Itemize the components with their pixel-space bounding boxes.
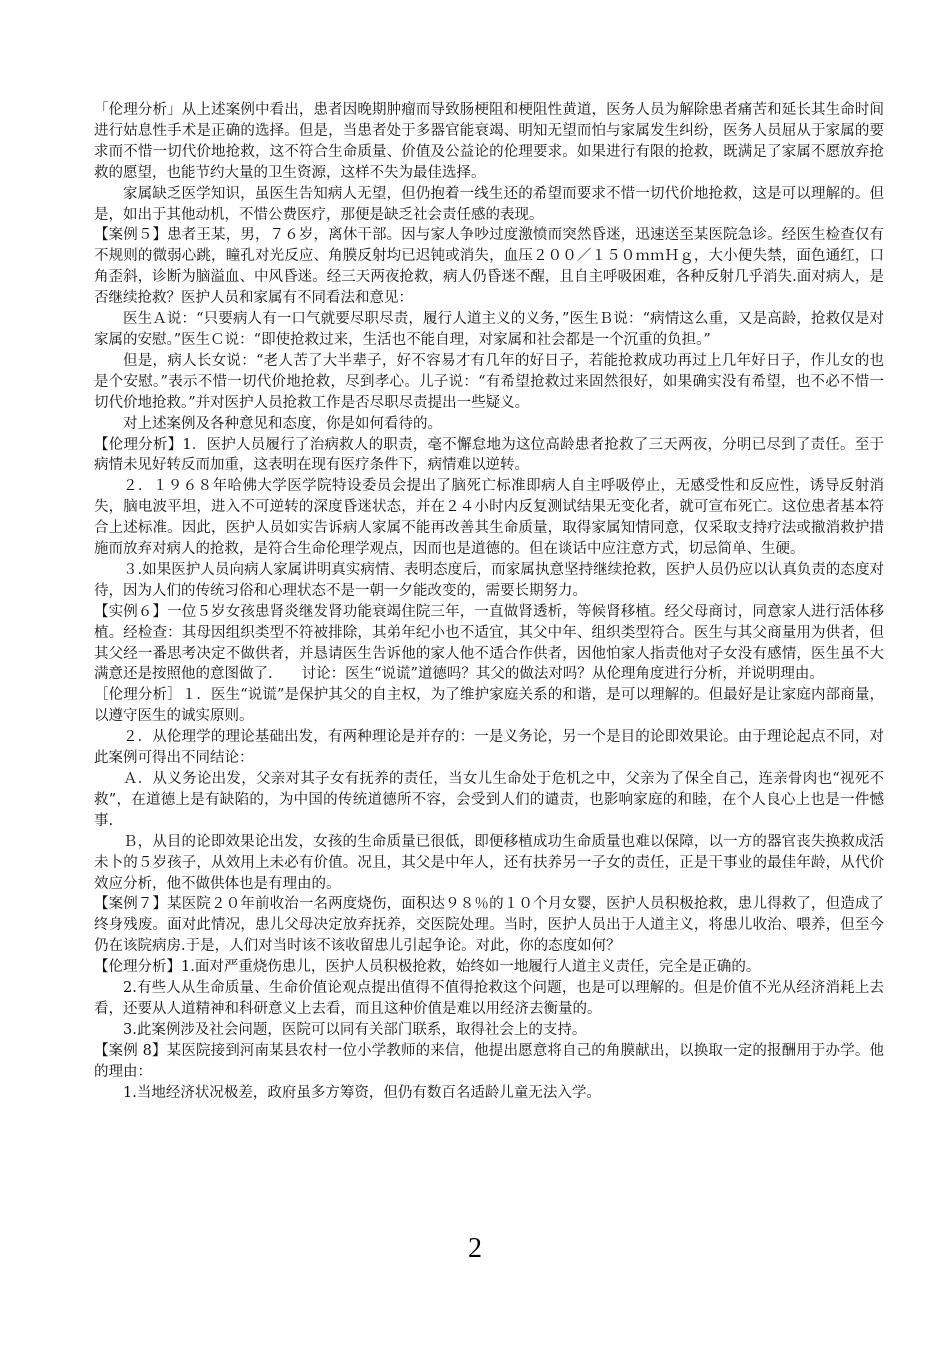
document-body bbox=[94, 100, 884, 1104]
paragraph: 「伦理分析」从上述案例中看出，患者因晚期肿瘤而导致肠梗阻和梗阻性黄道，医务人员为解除患者痛苦和延长其生命时间进行姑息性手术是正确的选择。但是，当患者处于多器官能衰竭、明知无望而怕与家属发生纠纷，医务人员屈从于家属的要求而不惜一切代价地抢救，这不符合生命质量、价值及公益论的伦理要求。如果进行有限的抢救，既满足了家属不愿放弃抢救的愿望，也能节约大量的卫生资源，这样不失为最佳选择。 bbox=[94, 102, 884, 181]
paragraph: Ｂ，从目的论即效果论出发，女孩的生命质量已很低，即便移植成功生命质量也难以保障，以一方的器官丧失换救成活未卜的５岁孩子，从效用上未必有价值。况且，其父是中年人，还有扶养另一子女的责任，正是干事业的最佳年龄，从代价效应分析，他不做供体也是有理由的。 bbox=[94, 833, 884, 892]
case-heading-paragraph: 【实例６】一位５岁女孩患肾炎继发肾功能衰竭住院三年，一直做肾透析，等候肾移植。经父母商讨，同意家人进行活体移植。经检查：其母因组织类型不符被排除，其弟年纪小也不适宜，其父中年、组织类型符合。医生与其父商量用为供者，但其父经一番思考决定不做供者，并恳请医生告诉他的家人他不适合作供者，因他怕家人指责他对子女没有感情，医生虽不大满意还是按照他的意图做了. 讨论：医生“说谎”道德吗？其父的做法对吗？从伦理角度进行分析，并说明理由。 bbox=[94, 603, 884, 683]
paragraph: Ａ．从义务论出发，父亲对其子女有抚养的责任，当女儿生命处于危机之中，父亲为了保全自己，连亲骨肉也“视死不救”，在道德上是有缺陷的，为中国的传统道德所不容，会受到人们的谴责，也影响家庭的和睦，在个人良心上也是一件憾事. bbox=[94, 771, 884, 829]
paragraph: 医生Ａ说：“只要病人有一口气就要尽职尽责，履行人道主义的义务，”医生Ｂ说：“病情这么重，又是高龄，抢救仅是对家属的安慰。”医生Ｃ说：“即使抢救过来，生活也不能自理，对家属和社会都是一个沉重的负担。” bbox=[94, 311, 884, 348]
paragraph: ３.如果医护人员向病人家属讲明真实病情、表明态度后，而家属执意坚持继续抢救，医护人员仍应以认真负责的态度对待，因为人们的传统习俗和心理状态不是一朝一夕能改变的，需要长期努力。 bbox=[94, 561, 884, 599]
case-heading-paragraph: 【案例７】某医院２０年前收治一名两度烧伤，面积达９８％的１０个月女婴，医护人员积极抢救，患儿得救了，但造成了终身残废。面对此情况，患儿父母决定放弃抚养，交医院处理。当时，医护人员出于人道主义，将患儿收治、喂养，但至今仍在该院病房.于是，人们对当时该不该收留患儿引起争论。对此，你的态度如何？ bbox=[94, 896, 884, 955]
paragraph: 对上述案例及各种意见和态度，你是如何看待的。 bbox=[123, 415, 442, 432]
paragraph: 3.此案例涉及社会问题，医院可以同有关部门联系，取得社会上的支持。 bbox=[123, 1021, 587, 1038]
page-number: 2 bbox=[468, 1233, 482, 1264]
paragraph: 1.当地经济状况极差，政府虽多方筹资，但仍有数百名适龄儿童无法入学。 bbox=[123, 1084, 601, 1101]
analysis-heading-paragraph: 【伦理分析】1.面对严重烧伤患儿，医护人员积极抢救，始终如一地履行人道主义责任，完全是正确的。 bbox=[94, 959, 761, 976]
analysis-heading-paragraph: ［伦理分析］１．医生“说谎”是保护其父的自主权，为了维护家庭关系的和谐，是可以理解的。但最好是让家庭内部商量，以遵守医生的诚实原则。 bbox=[94, 687, 884, 725]
paragraph: 2.有些人从生命质量、生命价值论观点提出值得不值得抢救这个问题，也是可以理解的。但是价值不光从经济消耗上去看，还要从人道精神和科研意义上去看，而且这种价值是难以用经济去衡量的。 bbox=[94, 980, 884, 1017]
case-heading-paragraph: 【案例 8】某医院接到河南某县农村一位小学教师的来信，他提出愿意将自己的角膜献出，以换取一定的报酬用于办学。他的理由： bbox=[94, 1042, 884, 1080]
paragraph: 家属缺乏医学知识，虽医生告知病人无望，但仍抱着一线生还的希望而要求不惜一切代价地抢救，这是可以理解的。但是，如出于其他动机，不惜公费医疗，那便是缺乏社会责任感的表现。 bbox=[94, 185, 884, 223]
analysis-heading-paragraph: 【伦理分析】1．医护人员履行了治病救人的职责，毫不懈怠地为这位高龄患者抢救了三天两夜，分明已尽到了责任。至于病情未见好转反而加重，这表明在现有医疗条件下，病情难以逆转。 bbox=[94, 436, 884, 474]
case-heading-paragraph: 【案例５】患者王某，男，７６岁，离休干部。因与家人争吵过度激愤而突然昏迷，迅速送至某医院急诊。经医生检查仅有不规则的微弱心跳，瞳孔对光反应、角膜反射均已迟钝或消失，血压２００／１５０ｍｍＨｇ，大小便失禁，面色通红，口角歪斜，诊断为脑溢血、中风昏迷。经三天两夜抢救，病人仍昏迷不醒，且自主呼吸困难，各种反射几乎消失.面对病人，是否继续抢救？医护人员和家属有不同看法和意见： bbox=[94, 227, 884, 307]
paragraph: ２．从伦理学的理论基础出发，有两种理论是并存的：一是义务论，另一个是目的论即效果论。由于理论起点不同，对此案例可得出不同结论： bbox=[94, 729, 884, 767]
paragraph: ２．１９６８年哈佛大学医学院特设委员会提出了脑死亡标准即病人自主呼吸停止，无感受性和反应性，诱导反射消失，脑电波平坦，进入不可逆转的深度昏迷状态，并在２４小时内反复测试结果无变化者，就可宣布死亡。这位患者基本符合上述标准。因此，医护人员如实告诉病人家属不能再改善其生命质量，取得家属知情同意，仅采取支持疗法或撤消救护措施而放弃对病人的抢救，是符合生命伦理学观点，因而也是道德的。但在谈话中应注意方式，切忌简单、生硬。 bbox=[94, 478, 884, 558]
paragraph: 但是，病人长女说：“老人苦了大半辈子，好不容易才有几年的好日子，若能抢救成功再过上几年好日子，作儿女的也是个安慰。”表示不惜一切代价地抢救，尽到孝心。儿子说：“有希望抢救过来固然很好，如果确实没有希望，也不必不惜一切代价地抢救。”并对医护人员抢救工作是否尽职尽责提出一些疑义。 bbox=[94, 352, 884, 411]
